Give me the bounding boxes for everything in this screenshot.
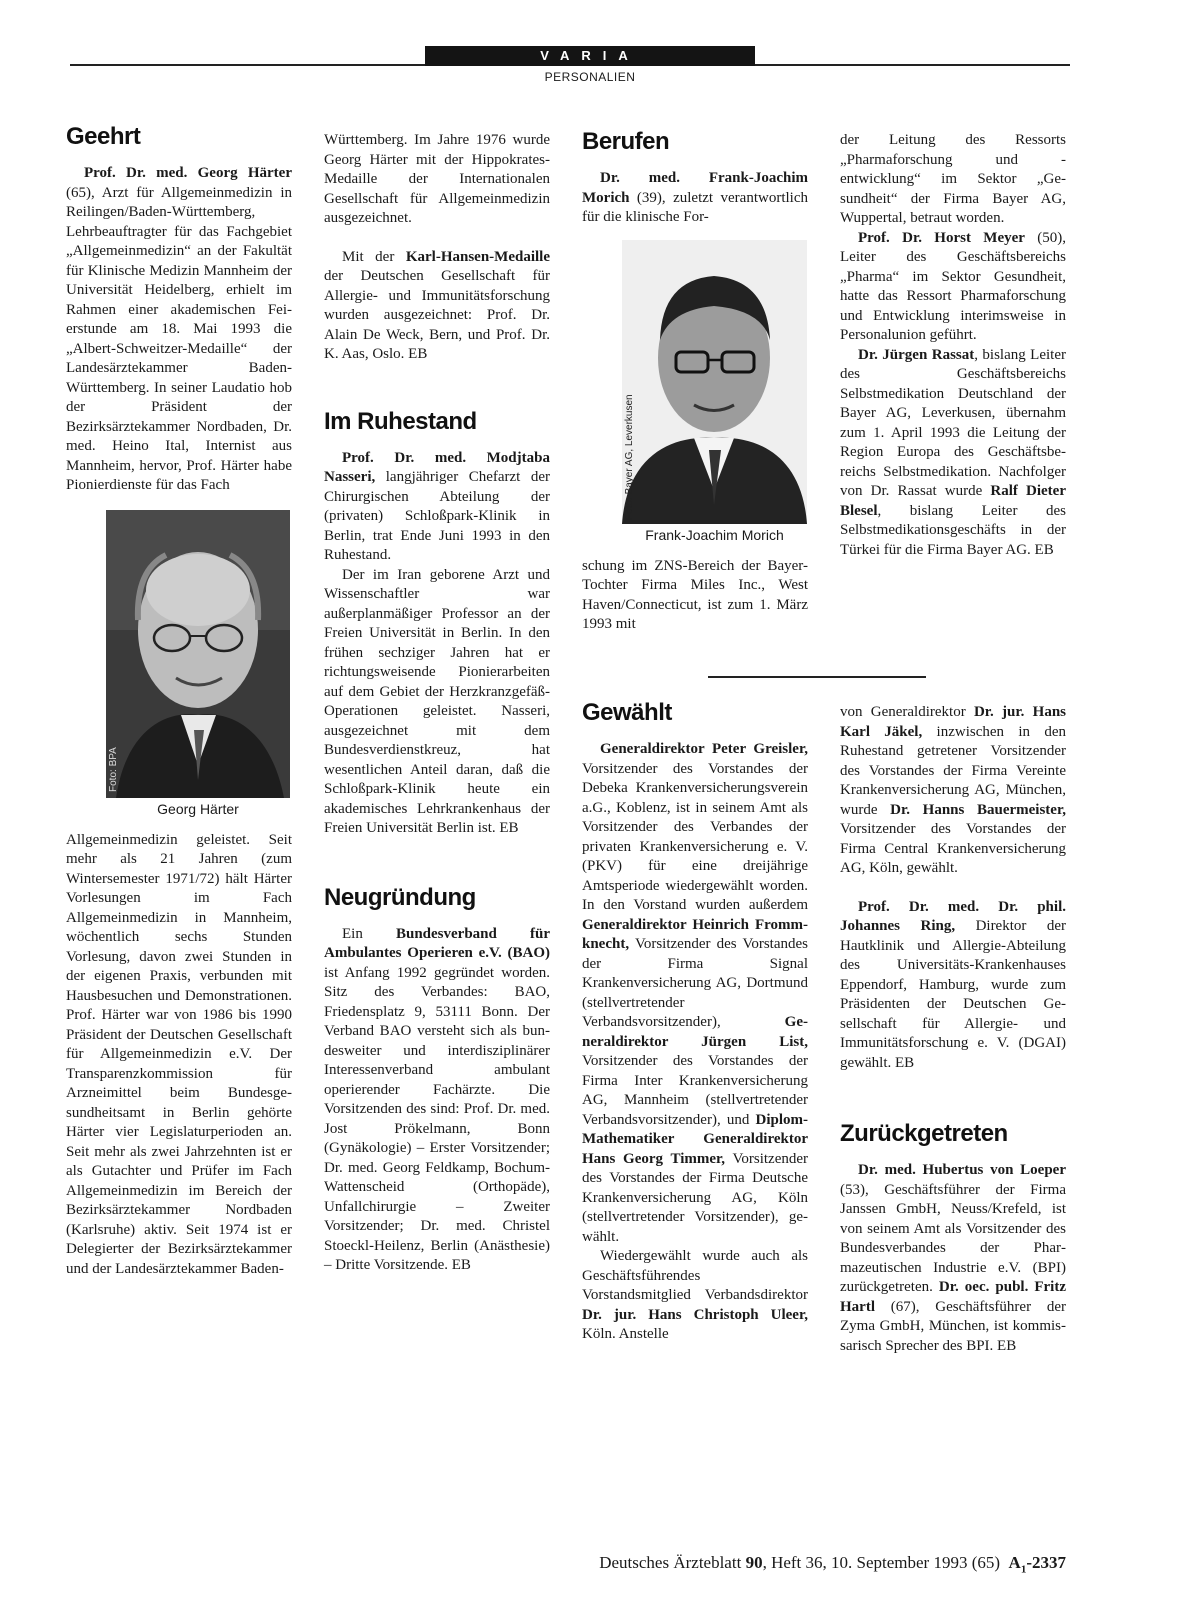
bold-name: Prof. Dr. Horst Meyer	[858, 229, 1025, 246]
gewaehlt-paragraph-1	[582, 740, 808, 1247]
photo-figure-haerter	[66, 510, 292, 817]
text-run: (65), Arzt für Allgemeinmedizin in Reilingen/Baden-Württemberg, Lehrbeauftragter für das Fachgebiet „Allgemeinmedizin“ an der Fakultät für Klinische Medizin Mannheim der Universität Heidelberg, erhielt im Rahmen einer akademischen Feierstunde am 18. Mai 1993 die „Albert-Schweitzer-Medaille“ der Landesärztekammer Baden-Württemberg. In seiner Laudatio hob der Präsident der Bezirksärztekammer Nordbaden, Dr. med. Heino Ital, Internist aus Mannheim, hervor, Prof. Härter habe Pionierdienste für das Fach	[66, 184, 292, 493]
subsection-label: PERSONALIEN	[544, 70, 636, 84]
footer-page-sub: 1	[1020, 1563, 1027, 1576]
text-run: Vorsitzender des Vorstandes der Firma Central Krankenversicherung AG, Köln, gewählt.	[840, 821, 1066, 876]
text-run: , bislang Leiter des Selbstmedikationsgeschäfts in der Türkei für die Firma Bayer AG. EB	[840, 502, 1066, 558]
bold-name: Diplom-Mathematiker Generaldirektor Hans Georg Timmer,	[582, 1111, 808, 1167]
gewaehlt-paragraph-4	[840, 898, 1066, 1074]
heading-berufen: Berufen	[582, 128, 670, 155]
column-4-top	[840, 131, 1066, 560]
bold-name: Dr. med. Hubertus von Loeper	[858, 1162, 1066, 1178]
photo-caption-morich: Frank-Joachim Morich	[645, 526, 784, 543]
bold-name: Prof. Dr. med. Modjtaba Nasseri,	[324, 449, 550, 485]
berufen-paragraph-1	[582, 169, 808, 228]
text-run: der Deutschen Gesellschaft für Allergie- und Immunitätsforschung wurden ausgezeichnet: Prof. Dr. Alain De Weck, Bern, und Prof. Dr. K. Aas, Oslo. EB	[324, 268, 550, 362]
column-2	[324, 131, 550, 1276]
bold-name: Prof. Dr. med. Georg Härter	[84, 165, 292, 181]
gewaehlt-paragraph-3	[840, 703, 1066, 879]
text-run: Direktor der Hautklinik und Allergie-Abteilung des Universitäts-Krankenhauses Eppendorf, Hamburg, wurde zum Präsidenten der Deutschen Gesellschaft für Allergie- und Immunitätsforschung e. V. (DGAI) gewählt. EB	[840, 918, 1066, 1071]
heading-neugruendung: Neugründung	[324, 883, 476, 911]
berufen-paragraph-4	[840, 229, 1066, 346]
ruhestand-paragraph-1	[324, 449, 550, 566]
bold-name: Generaldirektor Heinrich Frommknecht,	[582, 916, 808, 952]
text-run: Vorsitzender des Vorstandes der Firma Signal Krankenversicherung AG, Dortmund (stellvertretender Verbandsvorsitzender),	[582, 936, 808, 1030]
portrait-image-haerter	[106, 510, 290, 798]
bold-name: Karl-Hansen-Medaille	[405, 248, 550, 265]
bold-name: Dr. jur. Hans Christoph Uleer,	[582, 1306, 808, 1323]
geehrt-paragraph-3	[324, 131, 550, 229]
footer-issue-date: , Heft 36, 10. September 1993 (65)	[762, 1553, 1001, 1572]
text-run: der Leitung des Ressorts „Pharmaforschung und -entwicklung“ im Sektor „Gesundheit“ der Firma Bayer AG, Wuppertal, betraut worden.	[840, 132, 1066, 226]
photo-credit-haerter: Foto: BPA	[108, 746, 119, 792]
text-run: schung im ZNS-Bereich der Bayer-Tochter Firma Miles Inc., West Haven/Connecticut, ist zum 1. März 1993 mit	[582, 557, 808, 632]
text-run: Vorsitzender des Vorstandes der Firma Inter Krankenversicherung AG, Mannheim (stellvertretender Verbandsvorsitzender), und	[582, 1053, 808, 1128]
footer-volume: 90	[745, 1553, 763, 1572]
text-run: Wiedergewählt wurde auch als Geschäftsführendes Vorstandsmitglied Verbandsdirektor	[582, 1248, 808, 1303]
text-run: , bislang Leiter des Geschäftsbereichs Selbstmedikation Deutschland der Bayer AG, Leverkusen, übernahm zum 1. April 1993 die Leitung der Region Europa des Geschäftsbereichs Selbstmedikation. Nachfolger von Dr. Rassat wurde	[840, 346, 1066, 499]
text-run: Ein	[342, 925, 396, 942]
bold-name: Dr. oec. publ. Fritz Hartl	[840, 1279, 1067, 1315]
portrait-photo-morich	[622, 240, 807, 524]
footer-page-number	[1008, 1553, 1066, 1576]
text-run: (39), zuletzt verantwortlich für die klinische For-	[582, 189, 808, 225]
bold-name: Dr. Jürgen Rassat	[858, 346, 975, 363]
heading-zurueckgetreten: Zurückgetreten	[840, 1120, 1008, 1147]
heading-gewaehlt: Gewählt	[582, 699, 672, 726]
photo-figure-morich	[582, 240, 808, 543]
bold-name: Prof. Dr. med. Dr. phil. Johannes Ring,	[840, 898, 1066, 934]
column-3-top	[582, 127, 808, 635]
zurueckgetreten-paragraph-1	[840, 1161, 1066, 1356]
text-run: Vorsitzender des Vorstandes der Firma Deutsche Krankenversicherung AG, Köln (stellvertretender Vorsitzender), gewählt.	[582, 1150, 809, 1245]
photo-credit-morich: Foto: Bayer AG, Leverkusen	[624, 393, 635, 520]
geehrt-paragraph-2	[66, 831, 292, 1280]
gewaehlt-paragraph-2	[582, 1247, 808, 1345]
bold-name: Generaldirektor Jürgen List,	[582, 1014, 808, 1050]
photo-caption-haerter: Georg Härter	[157, 800, 239, 817]
geehrt-paragraph-1	[66, 164, 292, 496]
text-run: Mit der	[342, 248, 406, 265]
text-run: Württemberg. Im Jahre 1976 wurde Georg Härter mit der Hippokrates-Medaille der Internationalen Gesellschaft für Allgemeinmedizin ausgezeichnet.	[324, 132, 550, 226]
bold-name: Dr. med. Frank-Joachim Morich	[582, 170, 808, 206]
section-bar: VARIA	[425, 46, 755, 66]
text-run: Der im Iran geborene Arzt und Wissenschaftler war außerplanmäßiger Professor an der Freien Universität in Berlin. In den frühen sechziger Jahren hat er richtungsweisende Pionierarbeiten auf dem Gebiet der Herzkranzgefäß-Operationen geleistet. Nasseri, ausgezeichnet mit dem Bundesverdienstkreuz, hat wesentlichen Anteil daran, daß die Schloßpark-Klinik heute ein akademisches Lehrkrankenhaus der Freien Universität Berlin ist. EB	[324, 566, 550, 836]
geehrt-paragraph-4	[324, 248, 550, 365]
bold-name: Generaldirektor Peter Greisler,	[600, 741, 808, 757]
text-run: inzwischen in den Ruhestand getretener Vorsitzender des Vorstandes der Firma Vereinte Krankenversicherung AG, München, wurde	[840, 723, 1066, 818]
bold-name: Bundesverband für Ambulantes Operieren e.V. (BAO)	[324, 925, 550, 961]
text-run: langjähriger Chefarzt der Chirurgischen Abteilung der (privaten) Schloßpark-Klinik in Berlin, trat Ende Juni 1993 in den Ruhestand.	[324, 469, 550, 563]
column-1	[66, 122, 292, 1279]
text-run: Allgemeinmedizin geleistet. Seit mehr als 21 Jahren (zum Wintersemester 1971/72) hält Härter Vorlesungen im Fach Allgemeinmedizin in Mannheim, wöchentlich sechs Stunden Vorlesung, davon zwei Stunden in der eigenen Praxis, verbunden mit Hausbesuchen und Demonstrationen. Prof. Härter war von 1986 bis 1990 Präsident der Deutschen Gesellschaft für Allgemeinmedizin e.V. Der Transparenzkommission für Arzneimittel beim Bundesgesundheitsamt in Berlin gehörte Härter vier Legislaturperioden an. Seit mehr als zwei Jahrzehnten ist er als Gutachter und Prüfer im Fach Allgemeinmedizin im Bereich der Bezirksärztekammer Nordbaden (Karlsruhe) aktiv. Seit 1974 ist er Delegierter der Bezirksärztekammer und der Landesärztekammer Baden-	[66, 831, 292, 1277]
bold-name: Dr. Hanns Bauermeister,	[890, 801, 1066, 818]
text-run: (53), Geschäftsführer der Firma Janssen GmbH, Neuss/Krefeld, ist von seinem Amt als Vorsitzender des Bundesverbandes der Pharmazeutischen Industrie e.V. (BPI) zurückgetreten.	[840, 1181, 1066, 1295]
portrait-image-morich	[622, 240, 807, 524]
neugruendung-paragraph-1	[324, 925, 550, 1276]
section-divider	[708, 676, 926, 678]
footer-journal: Deutsches Ärzteblatt	[599, 1553, 746, 1572]
berufen-paragraph-2	[582, 557, 808, 635]
berufen-paragraph-5	[840, 346, 1066, 561]
column-3-bottom	[582, 698, 808, 1345]
column-4-bottom	[840, 703, 1066, 1356]
footer-page-prefix: A	[1008, 1553, 1021, 1572]
page-footer	[599, 1553, 1066, 1575]
text-run: (50), Leiter des Geschäftsbereichs „Pharma“ im Sektor Gesundheit, hatte das Ressort Pharmaforschung und Entwicklung interimsweise in Personalunion geführt.	[840, 229, 1066, 343]
berufen-paragraph-3	[840, 131, 1066, 229]
footer-page-digits: -2337	[1026, 1553, 1066, 1572]
text-run: Köln. Anstelle	[582, 1326, 669, 1342]
heading-ruhestand: Im Ruhestand	[324, 407, 477, 435]
portrait-photo-haerter	[106, 510, 290, 798]
bold-name: Ralf Dieter Blesel	[840, 483, 1066, 519]
text-run: (67), Geschäftsführer der Zyma GmbH, München, ist kommissarisch Sprecher des BPI. EB	[840, 1298, 1066, 1354]
ruhestand-paragraph-2	[324, 566, 550, 839]
heading-geehrt: Geehrt	[66, 123, 141, 150]
bold-name: Dr. jur. Hans Karl Jäkel,	[840, 704, 1066, 740]
text-run: ist Anfang 1992 gegründet worden. Sitz des Verbandes: BAO, Friedensplatz 9, 53111 Bonn. Der Verband BAO versteht sich als bundesweiter und interdisziplinärer Interessenverband ambulant operierender Fachärzte. Die Vorsitzenden des sind: Prof. Dr. med. Jost Prökelmann, Bonn (Gynäkologie) – Erster Vorsitzender; Dr. med. Georg Feldkamp, Bochum-Wattenscheid (Orthopäde), Unfallchirurgie – Zweiter Vorsitzender; Dr. med. Christel Stoeckl-Heilenz, Berlin (Anästhesie) – Dritte Vorsitzende. EB	[324, 964, 550, 1273]
text-run: von Generaldirektor	[840, 704, 974, 720]
text-run: Vorsitzender des Vorstandes der Debeka Krankenversicherungsverein a.G., Koblenz, ist in seinem Amt als Vorsitzender des Verbandes der privaten Krankenversicherung e. V. (PKV) für eine dreijährige Amtsperiode wiedergewählt worden. In den Vorstand wurden außerdem	[582, 760, 808, 913]
